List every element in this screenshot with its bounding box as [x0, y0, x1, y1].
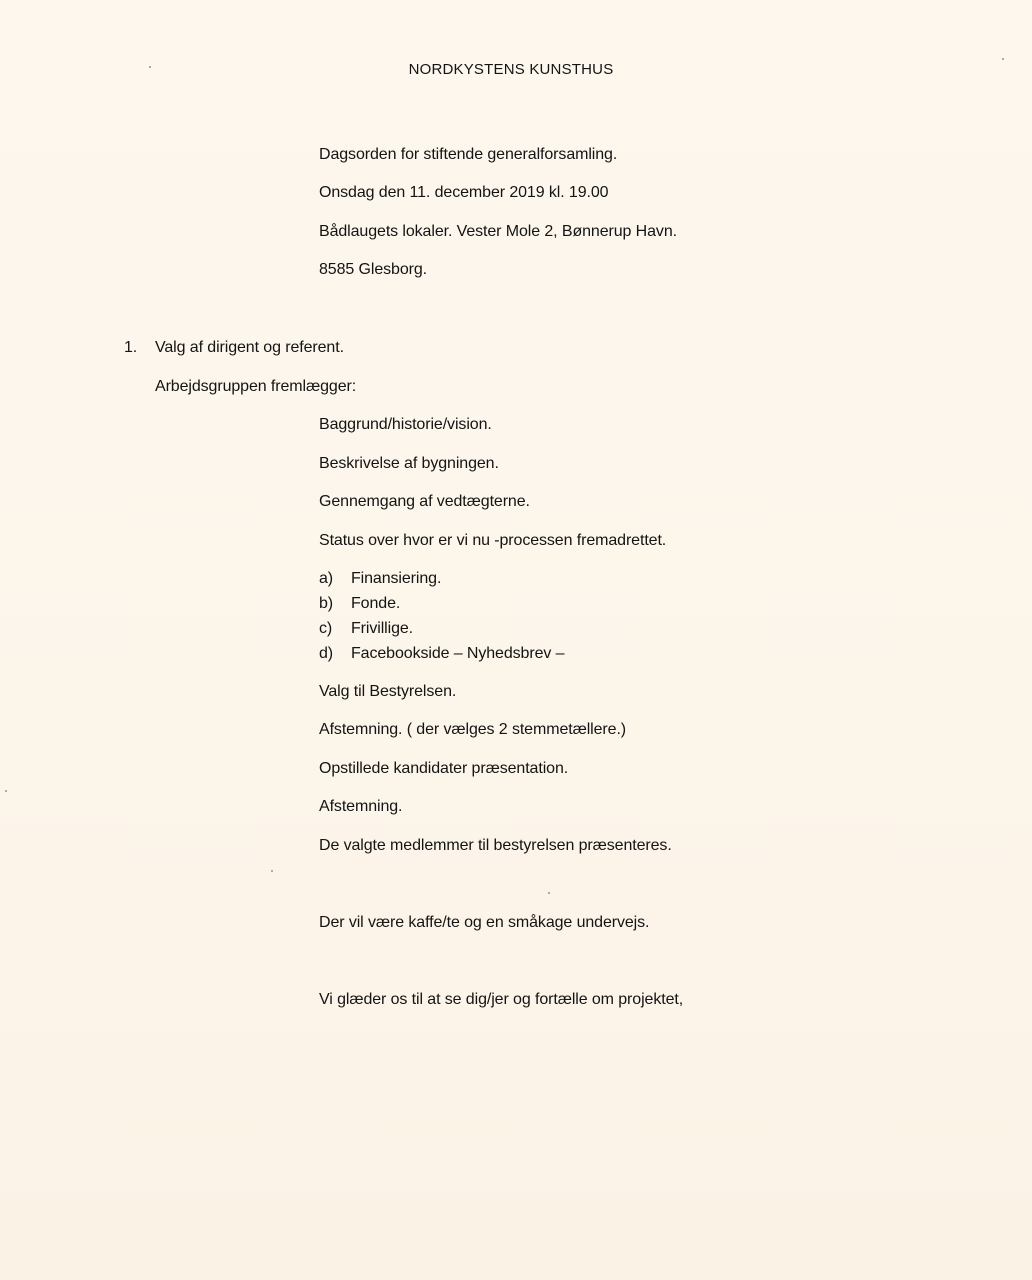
agenda-point: Beskrivelse af bygningen.	[319, 455, 499, 472]
agenda-item: Valg af dirigent og referent.	[155, 339, 344, 356]
agenda-point: Baggrund/historie/vision.	[319, 416, 492, 433]
header-line: Onsdag den 11. december 2019 kl. 19.00	[319, 184, 609, 201]
agenda-point: Opstillede kandidater præsentation.	[319, 760, 569, 777]
sub-item-label: d)	[319, 645, 334, 662]
sub-item-label: a)	[319, 570, 334, 587]
agenda-point: Afstemning.	[319, 798, 403, 815]
agenda-point: Gennemgang af vedtægterne.	[319, 493, 530, 510]
agenda-point: Valg til Bestyrelsen.	[319, 683, 457, 700]
agenda-point: Status over hvor er vi nu -processen fremadrettet.	[319, 532, 667, 549]
sub-item-text: Fonde.	[351, 595, 401, 612]
group-intro: Arbejdsgruppen fremlægger:	[155, 378, 357, 395]
paper-speck	[271, 870, 273, 872]
sub-item-label: c)	[319, 620, 333, 637]
closing-note: Vi glæder os til at se dig/jer og fortælle om projektet,	[319, 991, 684, 1008]
paper-speck	[548, 892, 550, 894]
sub-item-label: b)	[319, 595, 334, 612]
header-line: Bådlaugets lokaler. Vester Mole 2, Bønnerup Havn.	[319, 223, 677, 240]
agenda-point: De valgte medlemmer til bestyrelsen præsenteres.	[319, 837, 672, 854]
item-number: 1.	[124, 339, 138, 356]
sub-item-text: Finansiering.	[351, 570, 442, 587]
sub-item-text: Facebookside – Nyhedsbrev –	[351, 645, 565, 662]
sub-item-text: Frivillige.	[351, 620, 414, 637]
paper-speck	[149, 66, 151, 68]
header-line: Dagsorden for stiftende generalforsamling.	[319, 146, 618, 163]
document-title: NORDKYSTENS KUNSTHUS	[408, 61, 614, 78]
paper-speck	[5, 790, 7, 792]
closing-note: Der vil være kaffe/te og en småkage undervejs.	[319, 914, 650, 931]
agenda-point: Afstemning. ( der vælges 2 stemmetællere.)	[319, 721, 627, 738]
paper-speck	[1002, 58, 1004, 60]
header-line: 8585 Glesborg.	[319, 261, 428, 278]
